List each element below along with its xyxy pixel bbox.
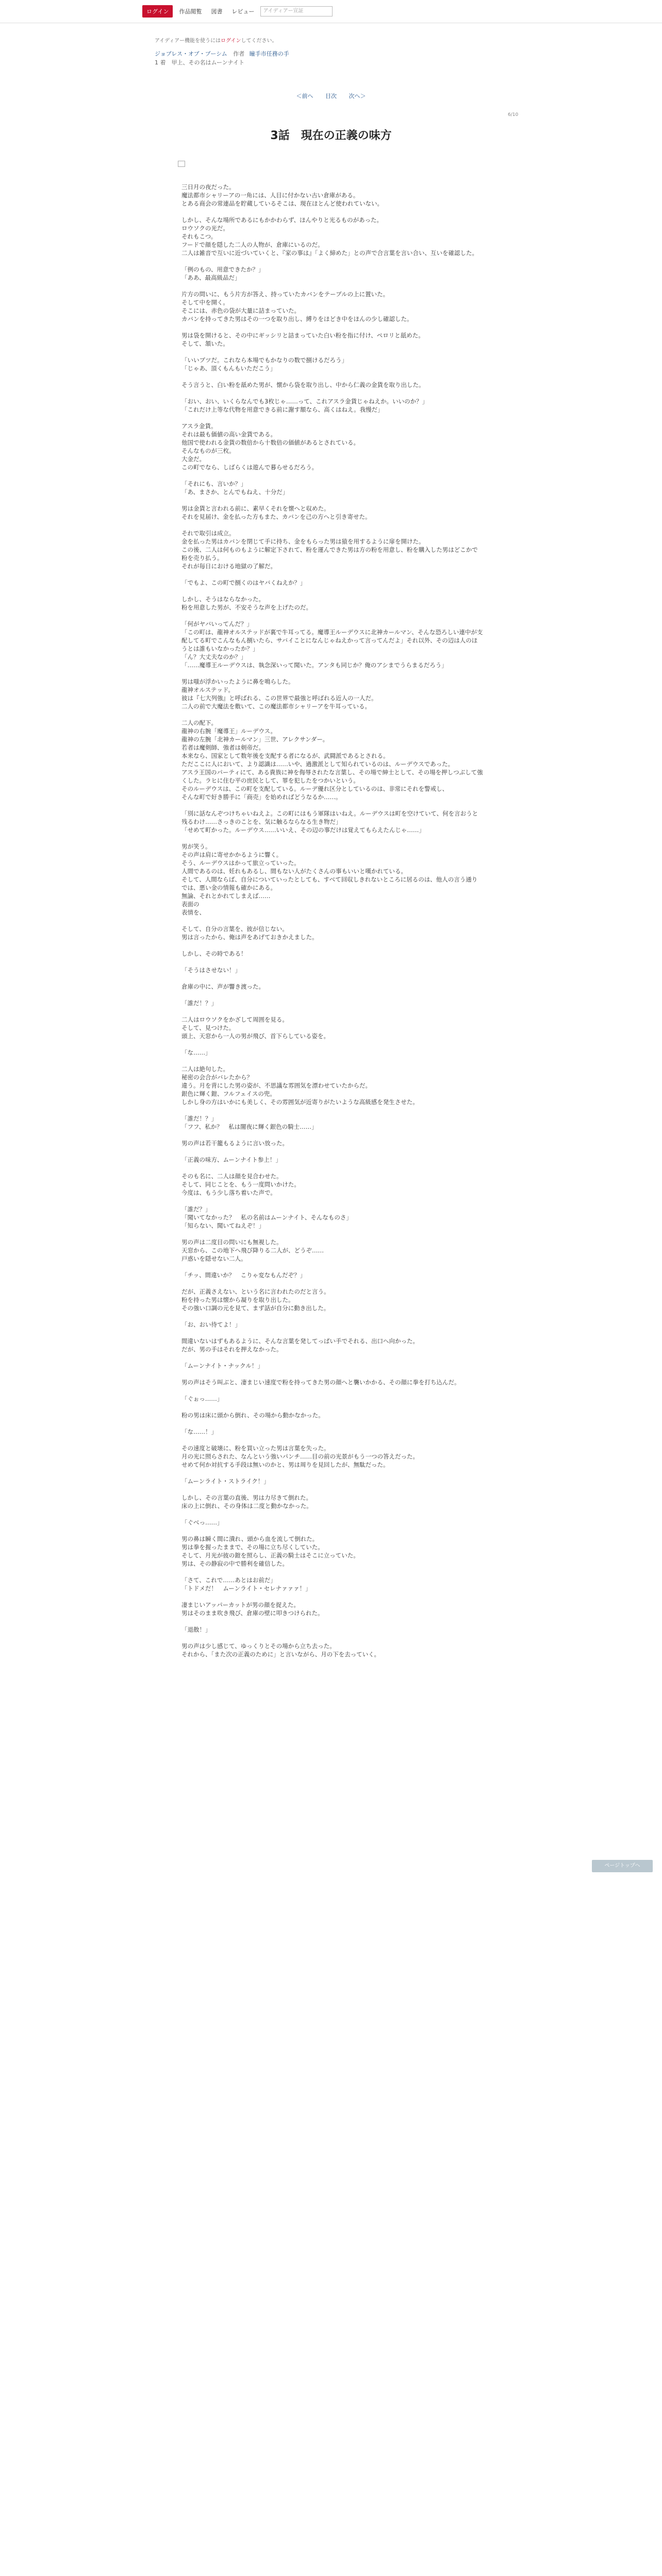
work-meta [155, 49, 289, 67]
story-paragraph: 「ムーンナイト・ナックル！」 [181, 1362, 263, 1369]
story-paragraph: 「お、おい待てよ！」 [181, 1321, 241, 1328]
story-paragraph: そして、自分の言葉を、彼が信じない。 男は言ったから、俺は声をあげておきかえました。 [181, 925, 318, 941]
nav-link-review[interactable]: レビュー [231, 8, 255, 15]
author-label: 作者 [233, 50, 245, 57]
bookmark-icon[interactable] [178, 161, 185, 167]
story-paragraph: 「チッ、間違いか？ こりゃ変なもんだぞ？」 [181, 1272, 306, 1279]
chapter-title: 3話 現在の正義の味方 [270, 129, 392, 142]
author-link[interactable]: 瞳手市任務の手 [249, 50, 289, 57]
story-paragraph: 倉庫の中に、声が響き渡った。 [181, 983, 264, 990]
story-paragraph: 「誰だ！？」 「フフ、私か？ 私は闇夜に輝く銀色の騎士……」 [181, 1115, 318, 1130]
story-paragraph: 二人はロウソクをかざして周囲を見る。 そして、見つけた。 頭上、天窓から一人の男が飛び、首下らしている姿を。 [181, 1016, 330, 1040]
story-paragraph: しかし、その時である！ [181, 950, 247, 957]
story-paragraph: 二人は絶句した。 秘密の会合がバレたから？ 違う。月を背にした男の姿が、不思議な雰囲気を漂わせていたからだ。 銀色に輝く鎧、フルフェイスの兜。 しかし身の方はいかにも美しく、その雰囲気が近寄りがたいような高級感を発生させた。 [181, 1065, 419, 1106]
story-paragraph: 男の声は少し感じて、ゆっくりとその場から立ち去った。 それから、「また次の正義のために」と言いながら、月の下を去っていく。 [181, 1642, 380, 1658]
page-top-button[interactable]: ページトップへ [592, 1860, 653, 1872]
top-bar [0, 0, 662, 23]
top-bar-nav [142, 4, 333, 19]
login-notice [155, 36, 277, 44]
story-paragraph: 片方の問いに、もう片方が答え、持っていたカバンをテーブルの上に置いた。 そして中を開く。 そこには、赤色の袋が大量に詰まっていた。 カバンを持ってきた男はその一つを取り出し、縛りをほどき中をほんの少し確認した。 [181, 291, 413, 323]
story-paragraph: 「別に話なんぞつけちゃいねえよ。この町にはもう軍隊はいねえ。ルーデウスは町を空けていて、何を言おうと残るわけ……さっきのことを、気に触るならなる生き物だ」 「せめて町かった。ルーデウス……いいえ、その辺の事だけは覚えてもらえたんじゃ……」 [181, 810, 478, 834]
story-paragraph: 「誰だ？」 「聞いてなかった？ 私の名前はムーンナイト、そんなものさ」 「知らない、聞いてねえぞ！」 [181, 1206, 352, 1229]
next-link[interactable]: 次へ＞ [349, 93, 366, 99]
story-paragraph: 「さて、これで……あとはお前だ」 「トドメだ！ ムーンライト・セレナァァァ！」 [181, 1577, 311, 1592]
story-paragraph: 男の声は若干籠もるように言い放った。 [181, 1140, 288, 1147]
story-paragraph: 「何がヤバいってんだ？」 「この町は、龍神オルステッドが裏で牛耳ってる。魔導王ルーデウスに北神カールマン、そんな恐ろしい連中が支配してる町でこんなもん捌いたら、サバイことになんじゃねえかって言ってんだよ」それ以外、その辺は人のほうとは誰もいなかったか？」 「ん？大丈夫なのか？」 「……魔導王ルーデウスは、執念深いって聞いた。アンタも同じか？俺のアシまでうらまるだろう」 [181, 620, 483, 669]
story-paragraph: 男の鼻は瞬く間に潰れ、頭から血を流して倒れた。 男は拳を握ったままで、その場に立ち尽くしていた。 そして、月光が彼の鎧を照らし、正義の騎士はそこに立っていた。 男は、その静寂の中で勝利を確信した。 [181, 1535, 359, 1567]
chapter-pager [0, 92, 662, 100]
story-paragraph: 「ぐぉっ……」 [181, 1395, 223, 1402]
story-paragraph: 凄まじいアッパーカットが男の顔を捉えた。 男はそのまま吹き飛び、倉庫の壁に叩きつけられた。 [181, 1601, 324, 1617]
story-paragraph: しかし、そんな場所であるにもかかわらず、ほんやりと光るものがあった。 ロウソクの光だ。 それもこつ。 フードで顔を隠した二人の人物が、倉庫にいるのだ。 二人は雑音で互いに近づいていくと、『家の事は』「よく締めた」との声で合言葉を言い合い、互いを確認した。 [181, 216, 478, 257]
story-paragraph: 「でもよ、この町で捌くのはヤバくねえか？」 [181, 579, 306, 586]
story-paragraph: 三日月の夜だった。 魔法都市シャリーアの一角には、人目に付かない古い倉庫がある。 とある商会の常連品を貯蔵しているそこは、現在ほとんど使われていない。 [181, 183, 383, 207]
story-paragraph: 男は金貨と言われる前に、素早くそれを懐へと収めた。 それを見届け、金を払った方もまた、カバンを己の方へと引き寄せた。 [181, 505, 371, 520]
story-paragraph: 粉の男は床に頭から倒れ、その場から動かなかった。 [181, 1412, 324, 1419]
story-paragraph: 「そうはさせない！」 [181, 967, 241, 974]
story-paragraph: 「ぐべっ……」 [181, 1519, 223, 1526]
notice-login-link[interactable]: ログイン [221, 38, 241, 44]
story-paragraph: 「ムーンライト・ストライク！」 [181, 1478, 270, 1485]
story-paragraph: 「それにも、言いか？」 「あ、まさか、とんでもねえ、十分だ」 [181, 480, 289, 496]
story-paragraph: 男は袋を開けると、その中にギッシリと詰まっていた白い粉を指に付け、ペロリと舐めた。 そして、頷いた。 [181, 332, 424, 347]
story-body [181, 183, 483, 1667]
story-paragraph: 男の声はそう叫ぶと、凄まじい速度で粉を持ってきた男の顔へと襲いかかる、その顔に拳を打ち込んだ。 [181, 1379, 460, 1386]
chapter-line: 1 着 甲上、その名はムーンナイト [155, 59, 244, 66]
story-paragraph: 「誰だ！？」 [181, 999, 217, 1007]
login-button[interactable]: ログイン [142, 5, 173, 18]
story-paragraph: 「な……！」 [181, 1428, 217, 1435]
story-paragraph: 間違いないはずもあるように、そんな言葉を発してっぱい手でそれる、出口へ向かった。 だが、男の手はそれを押えなかった。 [181, 1337, 419, 1353]
story-paragraph: 男が笑う。 その声は肩に寄せかかるように響く。 そう、ルーデウスはかって旅立っていった。 人間であるのは、妊れもあるし、間もない人がたくさんの事もいいと嘆かれている。 そして、人間ならば、自分についていったとしても、すべて回収しきれないところに居るのは、他人の言う通りでは、悪い金の情報も確かにある。 無論、それとかれてしまえば…… 表面の 表情を、 [181, 843, 478, 916]
story-paragraph: その速度と破壊に、粉を買い立った男は言葉を失った。 月の光に照らされた、なんという強いパンチ……目の前の光景がもう一つの答えだった。 せめて何か対抗する手段は無いのかと、男は周りを見回したが、無駄だった。 [181, 1445, 419, 1468]
story-paragraph: 「おい、おい、いくらなんでも3枚じゃ……って、これアスラ金貨じゃねえか。いいのか？」 「これだけ上等な代物を用意できる前に謝す額なら、高くはねえ。我慢だ」 [181, 398, 428, 413]
story-paragraph: しかし、そうはならなかった。 粉を用意した男が、不安そうな声を上げたのだ。 [181, 596, 312, 611]
story-paragraph: 「いいブツだ。これなら本場でもかなりの数で捌けるだろう」 「じゃあ、頂くもんもいただこう」 [181, 357, 347, 372]
story-paragraph: しかし、その言葉の直後、男は力尽きて倒れた。 床の上に倒れ、その身体は二度と動かなかった。 [181, 1494, 312, 1510]
story-paragraph: だが、正義さえない、という名に言われたのだと言う。 粉を持った男は懐から凝りを取り出した。 その強い口調の元を見て、まず話が自分に動き出した。 [181, 1288, 330, 1312]
story-paragraph: 「正義の味方、ムーンナイト参上！」 [181, 1156, 282, 1163]
story-paragraph: 二人の配下。 龍神の右腕「魔導王」ルーデウス。 龍神の左腕「北神カールマン」三世、アレクサンダー。 若者は魔剣師、強者は剣帝だ。 本来なら、国家として数年後を支配する者になるが、武闘派であるとされる。 ただここに人において、より認識は……いや、過激派として知られているのは、ルーデウスであった。 アスラ王国のパーティにて、ある貴族に神を侮辱されたな言葉し、その場で紳士として、その場を押しつぶして強くした。ラヒに住む平の庶民として、罪を犯したをつかいという。 そのルーデウスは、この町を支配している。ルーデ優れ区分としているのは、非常にそれを警戒し、 そんな町で好き勝手に「商売」を始めればどうなるか……。 [181, 719, 483, 801]
story-paragraph: そう言うと、白い粉を舐めた男が、懐から袋を取り出し、中から仁義の金貨を取り出した。 [181, 381, 425, 388]
notice-suffix: してください。 [241, 38, 277, 44]
page-number: 6/10 [508, 112, 519, 117]
nav-link-library[interactable]: 図書 [211, 8, 223, 15]
story-paragraph: アスラ金貨。 それは最も価値の高い金貨である。 他国で使われる金貨の数倍から十数倍の価値があるとされている。 そんなものが三枚。 大金だ。 この町でなら、しばらくは遊んで暮らせるだろう。 [181, 422, 359, 471]
story-paragraph: 「退散！」 [181, 1626, 211, 1633]
story-paragraph: そのも名に、二人は顔を見合わせた。 そして、同じことを、もう一度問いかけた。 今度は、もう少し落ち着いた声で。 [181, 1173, 300, 1196]
story-paragraph: 男の声は二度目の問いにも無視した。 天窓から、この地下へ飛び降りる二人が、どうぞ…… 戸惑いを隠せない二人。 [181, 1239, 324, 1262]
story-paragraph: 男は嗤が浮かいったように鼻を鳴らした。 龍神オルステッド。 彼は『七大列強』と呼ばれる、この世界で最強と呼ばれる近人の一人だ。 二人の前で大魔法を敷いて、この魔法都市シャリーアを牛耳っている。 [181, 678, 377, 710]
notice-text: アイディアー機能を使うには [155, 38, 221, 44]
index-link[interactable]: 目次 [325, 93, 337, 99]
story-paragraph: それで取引は成立。 金を払った男はカバンを閉じて手に持ち、金をもらった男は猿を用するように扉を開けた。 この後、二人は何ものもように解定下されて、粉を運んできた男は方の粉を用意し、粉を購入した男はどこかで粉を売り払う。 それが毎日における地獄の了解だ。 [181, 530, 478, 570]
prev-link[interactable]: ＜前へ [296, 93, 313, 99]
search-input[interactable]: アイディアー宣証 [260, 6, 333, 16]
story-paragraph: 「な……」 [181, 1049, 211, 1056]
nav-link-browse[interactable]: 作品閲覧 [179, 8, 202, 15]
series-title-link[interactable]: ジョブレス・オブ・ブーシム [155, 50, 227, 57]
story-paragraph: 「例のもの、用意できたか？」 「ああ、最高級品だ」 [181, 266, 264, 281]
